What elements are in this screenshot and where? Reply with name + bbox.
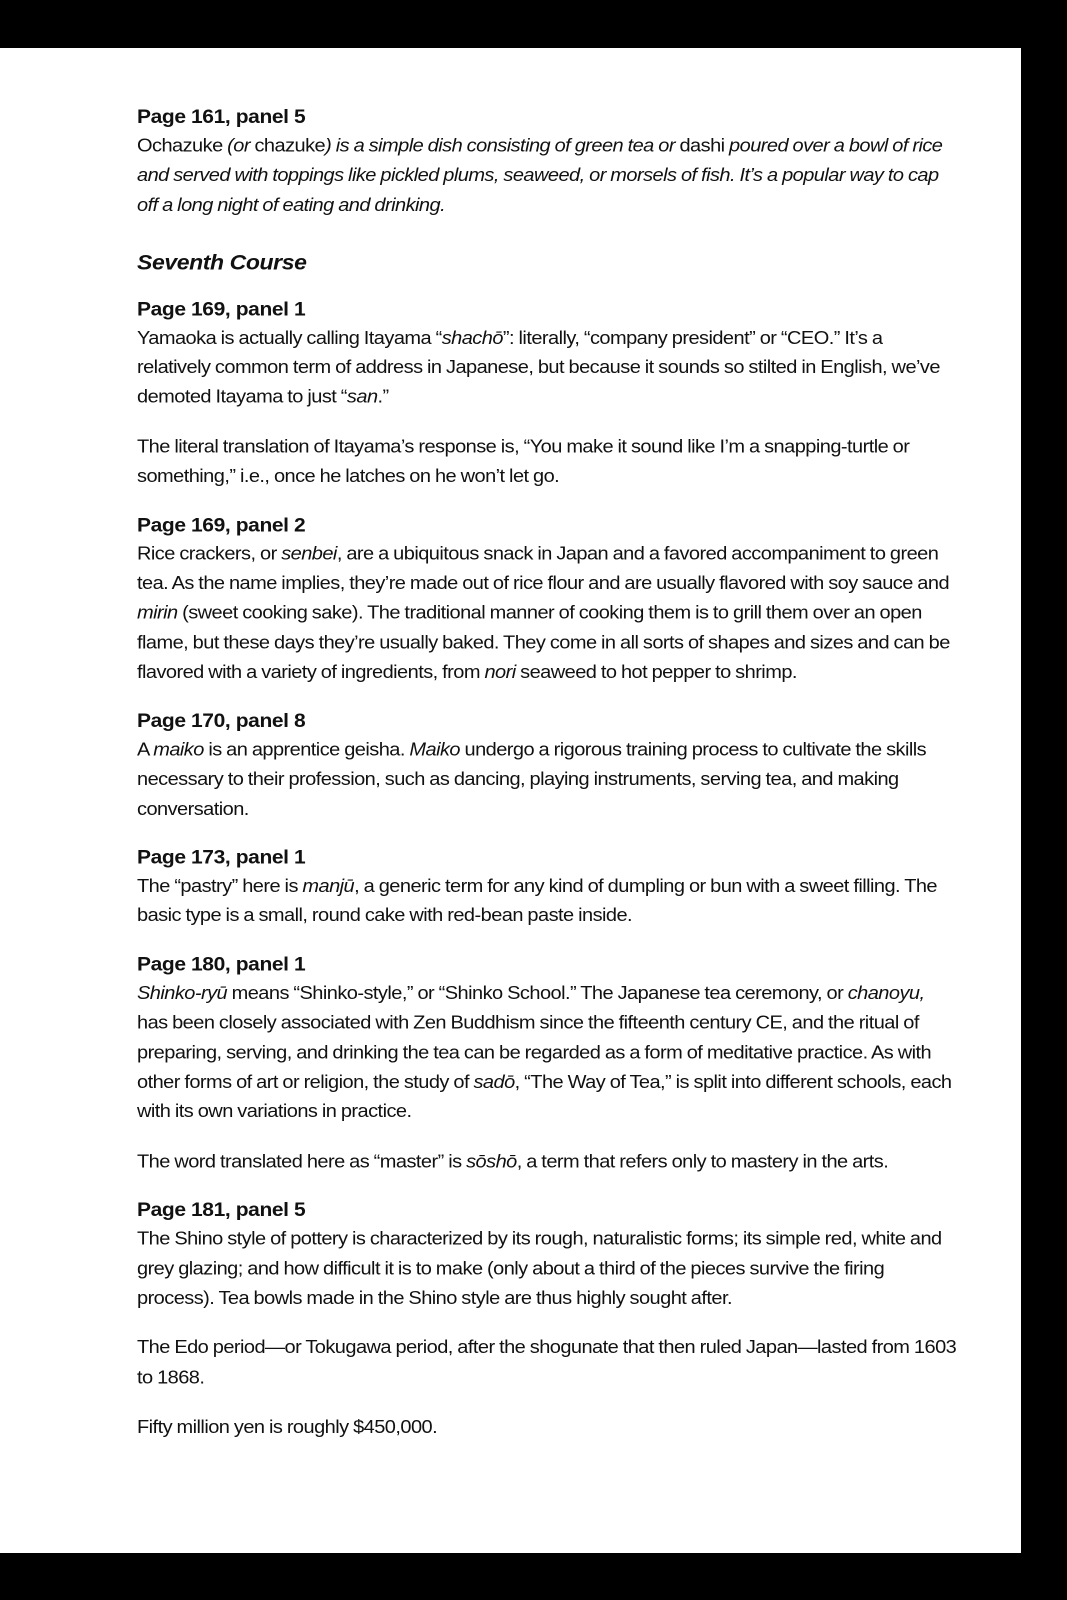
text-run: seaweed to hot pepper to shrimp. [515, 662, 797, 683]
italic-term: maiko [153, 739, 204, 760]
text-run: , “The Way of Tea,” is split into different schools, each with its own variations in practice. [137, 1072, 952, 1122]
text-run: means “Shinko-style,” or “Shinko School.” The Japanese tea ceremony, or [227, 983, 848, 1004]
note-heading: Page 169, panel 1 [137, 298, 306, 320]
note-paragraph [137, 735, 957, 824]
text-run: ”: literally, “company president” or “CEO.” It’s a relatively common term of address in Japanese, but because it sounds so stilted in English, we’ve demoted Itayama to just “ [137, 327, 940, 408]
italic-term: chanoyu, [847, 983, 925, 1004]
note-paragraph [137, 1147, 957, 1177]
notes-block-sixth [137, 104, 957, 220]
note-entry [137, 1197, 957, 1443]
note-paragraph [137, 1413, 957, 1443]
italic-term: sōshō [466, 1151, 517, 1172]
note-paragraph [137, 323, 957, 412]
text-run: undergo a rigorous training process to cultivate the skills necessary to their profession, such as dancing, playing instruments, serving tea, and making conversation. [137, 739, 927, 820]
note-entry [137, 844, 957, 931]
text-run: The “pastry” here is [137, 876, 303, 897]
notes-content [137, 104, 957, 1463]
note-entry [137, 512, 957, 688]
note-paragraph [137, 872, 957, 931]
text-run: Rice crackers, or [137, 543, 282, 565]
italic-term: Maiko [409, 739, 460, 760]
note-heading: Page 181, panel 5 [137, 1199, 306, 1221]
italic-term: mirin [137, 603, 178, 624]
note-heading: Page 170, panel 8 [137, 710, 306, 732]
italic-term: senbei [281, 543, 337, 565]
text-run: dashi [679, 136, 725, 157]
text-run: Fifty million yen is roughly $450,000. [137, 1417, 438, 1438]
note-paragraph [137, 539, 957, 687]
text-run: has been closely associated with Zen Buddhism since the fifteenth century CE, and the ritual of preparing, serving, and drinking the tea can be regarded as a form of meditative practice. As with other forms of art or religion, the study of [137, 1012, 932, 1093]
notes-block-seventh [137, 296, 957, 1443]
text-run: , are a ubiquitous snack in Japan and a favored accompaniment to green tea. As the name implies, they’re made out of rice flour and are usually flavored with soy sauce and [137, 543, 950, 594]
text-run: , a term that refers only to mastery in the arts. [516, 1151, 889, 1172]
note-paragraph [137, 131, 957, 220]
text-run: Yamaoka is actually calling Itayama “ [137, 327, 442, 349]
note-paragraph [137, 432, 957, 491]
text-run: The word translated here as “master” is [137, 1151, 467, 1172]
note-paragraph [137, 1224, 957, 1313]
text-run: The Shino style of pottery is characterized by its rough, naturalistic forms; its simple red, white and grey glazing; and how difficult it is to make (only about a third of the pieces survive the firing process). Tea bowls made in the Shino style are thus highly sought after. [137, 1228, 942, 1309]
note-entry [137, 951, 957, 1177]
text-run: is an apprentice geisha. [203, 739, 410, 760]
note-entry [137, 708, 957, 824]
text-run: A [137, 739, 154, 760]
document-page [0, 48, 1021, 1553]
text-run: .” [377, 387, 389, 408]
italic-term: nori [484, 662, 516, 683]
note-heading: Page 180, panel 1 [137, 953, 306, 975]
section-heading: Seventh Course [137, 250, 307, 275]
italic-term: poured over a bowl of rice and served with toppings like pickled plums, seaweed, or morsels of fish. It’s a popular way to cap off a long night of eating and drinking. [137, 136, 943, 216]
text-run: , a generic term for any kind of dumpling or bun with a sweet filling. The basic type is a small, round cake with red-bean paste inside. [137, 876, 938, 927]
italic-term: (or [222, 136, 255, 157]
note-entry [137, 104, 957, 220]
note-paragraph [137, 1333, 957, 1392]
note-heading: Page 161, panel 5 [137, 106, 306, 128]
italic-term: shachō [441, 327, 503, 349]
italic-term: manjū [302, 876, 355, 897]
italic-term: san [346, 387, 378, 408]
italic-term: ) is a simple dish consisting of green tea or [325, 136, 680, 157]
text-run: Ochazuke [137, 136, 223, 157]
text-run: chazuke [254, 136, 326, 157]
note-paragraph [137, 979, 957, 1127]
text-run: The literal translation of Itayama’s response is, “You make it sound like I’m a snapping-turtle or something,” i.e., once he latches on he won’t let go. [137, 436, 910, 487]
note-heading: Page 169, panel 2 [137, 514, 306, 536]
italic-term: Shinko-ryū [137, 983, 228, 1004]
text-run: (sweet cooking sake). The traditional manner of cooking them is to grill them over an open flame, but these days they’re usually baked. They come in all sorts of shapes and sizes and can be flavored with a variety of ingredients, from [137, 603, 950, 683]
note-heading: Page 173, panel 1 [137, 847, 306, 869]
text-run: The Edo period—or Tokugawa period, after the shogunate that then ruled Japan—lasted from 1603 to 1868. [137, 1337, 957, 1388]
note-entry [137, 296, 957, 492]
italic-term: sadō [473, 1072, 515, 1093]
